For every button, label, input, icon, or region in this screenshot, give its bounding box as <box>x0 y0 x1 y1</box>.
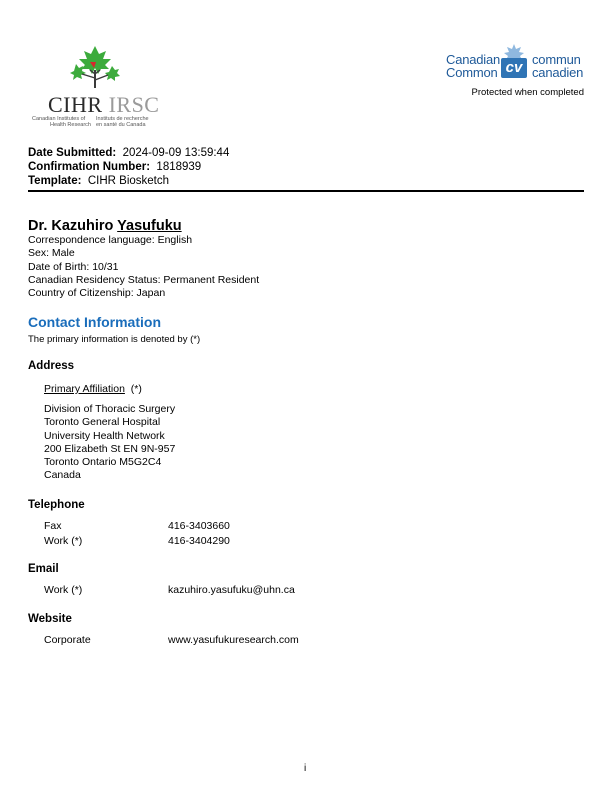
person-surname: Yasufuku <box>117 218 182 234</box>
telephone-number: 416-3404290 <box>168 535 230 547</box>
email-type: Work (*) <box>44 584 83 596</box>
address-line: 200 Elizabeth St EN 9N-957 <box>44 442 176 455</box>
address-line: University Health Network <box>44 429 165 442</box>
correspondence-language: Correspondence language: English <box>28 234 193 246</box>
cihr-english-name-line1: Canadian Institutes of <box>32 116 86 122</box>
confirmation-number-label: Confirmation Number: <box>28 161 151 173</box>
page-number: i <box>304 763 307 774</box>
template-row <box>28 174 169 188</box>
ccv-canadien-text: canadien <box>532 65 584 80</box>
primary-info-note: The primary information is denoted by (*) <box>28 334 201 345</box>
primary-affiliation <box>44 383 142 395</box>
protected-note: Protected when completed <box>471 87 584 98</box>
address-block <box>44 403 175 483</box>
cihr-french-name-line1: Instituts de recherche <box>96 116 149 122</box>
residency-status: Canadian Residency Status: Permanent Resident <box>28 274 260 286</box>
contact-information-heading: Contact Information <box>28 314 161 330</box>
website-heading: Website <box>28 613 72 625</box>
cihr-french-name-line2: en santé du Canada <box>96 122 146 128</box>
email-address: kazuhiro.yasufuku@uhn.ca <box>168 584 295 596</box>
address-line: Canada <box>44 469 81 482</box>
maple-tree-icon <box>70 44 120 90</box>
person-name <box>28 218 182 234</box>
cihr-word: CIHR <box>48 92 103 117</box>
telephone-number: 416-3403660 <box>168 520 230 532</box>
irsc-word: IRSC <box>108 92 160 117</box>
telephone-type: Work (*) <box>44 535 83 547</box>
person-name-prefix: Dr. Kazuhiro <box>28 218 118 234</box>
address-line: Division of Thoracic Surgery <box>44 403 176 415</box>
confirmation-number-value: 1818939 <box>156 161 202 173</box>
email-heading: Email <box>28 563 59 575</box>
date-submitted-label: Date Submitted: <box>28 147 117 159</box>
ccv-cv-badge: cv <box>501 58 527 78</box>
date-submitted-value: 2024-09-09 13:59:44 <box>122 147 230 159</box>
date-submitted-row <box>28 146 229 160</box>
sex: Sex: Male <box>28 247 75 259</box>
ccv-canadian-text: Canadian <box>446 52 501 67</box>
header-divider <box>28 190 584 192</box>
template-label: Template: <box>28 175 82 187</box>
date-of-birth: Date of Birth: 10/31 <box>28 261 119 273</box>
confirmation-number-row <box>28 160 201 174</box>
ccv-common-text: Common <box>446 65 498 80</box>
primary-affiliation-label: Primary Affiliation <box>44 383 125 395</box>
cihr-logo <box>30 44 160 128</box>
citizenship: Country of Citizenship: Japan <box>28 287 166 299</box>
telephone-heading: Telephone <box>28 499 85 511</box>
ccv-logo <box>446 44 586 82</box>
telephone-type: Fax <box>44 520 62 532</box>
template-value: CIHR Biosketch <box>87 175 170 187</box>
address-heading: Address <box>28 360 75 372</box>
address-line: Toronto General Hospital <box>44 416 161 429</box>
website-url: www.yasufukuresearch.com <box>168 634 299 646</box>
primary-affiliation-marker: (*) <box>130 383 142 395</box>
ccv-commun-text: commun <box>532 52 581 67</box>
cihr-english-name-line2: Health Research <box>50 122 91 128</box>
cihr-irsc-wordmark <box>48 92 159 118</box>
address-line: Toronto Ontario M5G2C4 <box>44 456 162 469</box>
website-type: Corporate <box>44 634 91 646</box>
